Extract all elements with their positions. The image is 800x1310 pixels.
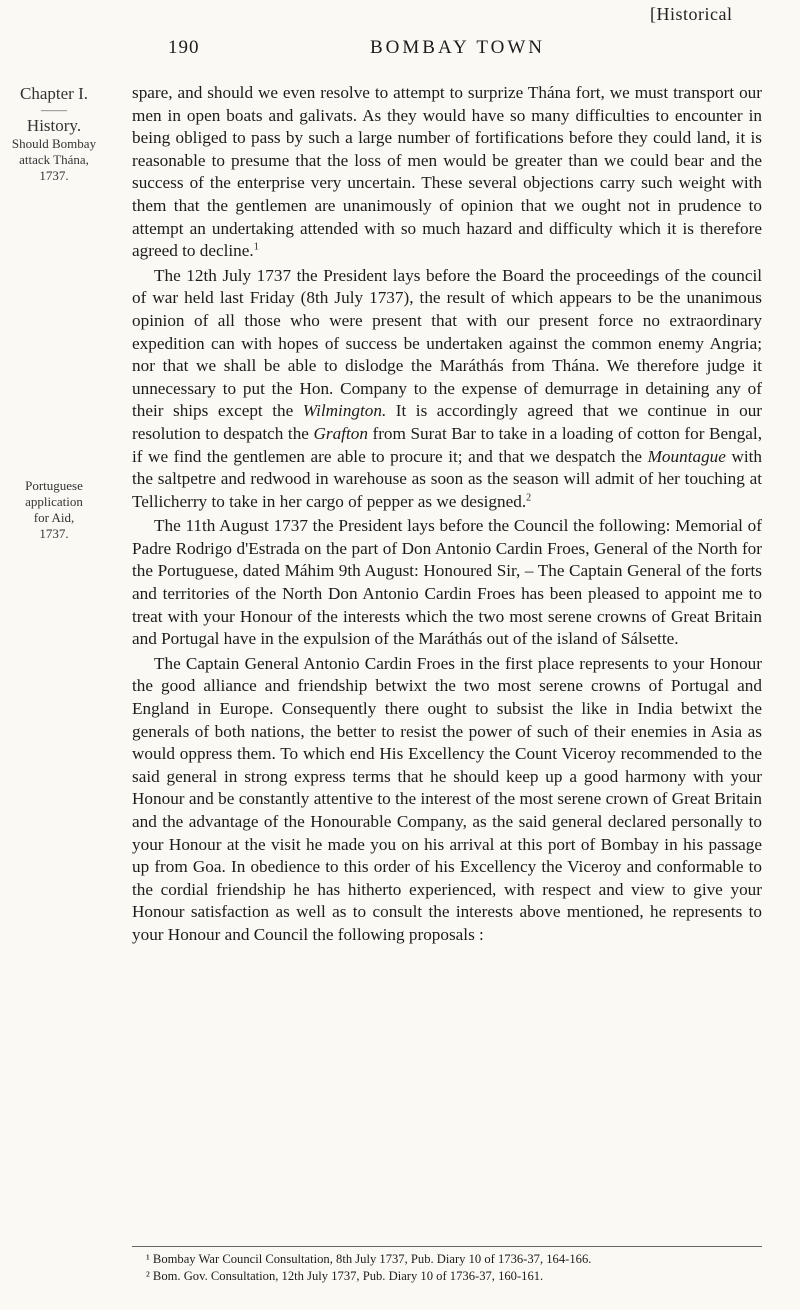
footnote-ref: 2 [526, 491, 532, 503]
ship-name: Grafton [313, 423, 368, 443]
paragraph-3: The 11th August 1737 the President lays before the Council the following: Memorial of Padre Rodrigo d'Estrada on the part of Don Antonio Cardin Froes, General of the North for the Portuguese, dated Máhim 9th August: Honoured Sir, – The Captain General of the forts and territories of the North Don Antonio Cardin Froes has been pleased to appoint me to treat with your Honour of the interests which the two most serene crowns of Great Britain and Portugal have in the expulsion of the Maráthás out of the island of Sálsette. [132, 516, 762, 649]
ship-name: Mountague [647, 446, 726, 466]
sidenote-portuguese [4, 478, 104, 542]
paragraph-1: spare, and should we even resolve to attempt to surprize Thána fort, we must transport our men in open boats and galivats. As they would have so many difficulties to encounter in being obliged to pass by such a large number of fortifications before they could land, it is reasonable to presume that the loss of men would be greater than we could bear and the success of the enterprise very uncertain. These several objections carry such weight with them that the gentlemen are unanimously of opinion that we ought not in prudence to attempt an undertaking attended with so much hazard and difficulty which it is therefore agreed to decline.$^1$ [132, 83, 762, 261]
page-number: 190 [168, 37, 200, 58]
sidenote-line: application [25, 494, 83, 509]
footnote: ² Bom. Gov. Consultation, 12th July 1737, Pub. Diary 10 of 1736-37, 160-161. [146, 1269, 544, 1283]
sidenote-chapter [4, 84, 104, 184]
paragraph-2: The 12th July 1737 the President lays before the Board the proceedings of the council of war held last Friday (8th July 1737), the result of which appears to be the unanimous opinion of all those who were present that with our present force no extraordinary expedition can with hopes of success be undertaken against the common enemy Angria; nor that we shall be able to dislodge the Maráthás from Thána. We therefore judge it unnecessary to put the Hon. Company to the expense of demurrage in detaining any of their ships except the Wilmington. It is accordingly agreed that we continue in our resolution to despatch the Grafton from Surat Bar to take in a loading of cotton for Bengal, if we find the gentlemen are able to procure it; and that we despatch the Mountague with the saltpetre and redwood in warehouse as soon as the season will admit of her touching at Tellicherry to take in her cargo of pepper as we designed.$^2$ [132, 265, 763, 511]
footnote-ref: 1 [253, 241, 259, 253]
sidenote-line: Portuguese [25, 478, 83, 493]
running-title: BOMBAY TOWN [370, 37, 545, 58]
paragraph-4: The Captain General Antonio Cardin Froes in the first place represents to your Honour the good alliance and friendship betwixt the two most serene crowns of Portugal and England in Europe. Consequently there ought to subsist the like in India betwixt the generals of both nations, the better to resist the power of such of their enemies in Asia as would oppress them. To which end His Excellency the Count Viceroy recommended to the said general in strong express terms that he should keep up a good harmony with your Honour and be constantly attentive to the interest of the most serene crown of Great Britain and the advantage of the Honourable Company, as the said general declared personally to your Honour at the visit he made you on his arrival at this port of Bombay in his passage up from Goa. In obedience to this order of his Excellency the Viceroy and conformable to the cordial friendship he has hitherto experienced, with respect and view to give your Honour satisfaction as well as to consult the interests above mentioned, he represents to your Honour and Council the following proposals : [132, 653, 762, 944]
history-label: History. [26, 116, 82, 135]
ship-name: Wilmington. [302, 401, 387, 421]
chapter-label: Chapter I. [20, 84, 88, 103]
chapter-dash: —— [41, 102, 67, 117]
section-heading: [Historical [650, 4, 733, 24]
sidenote-line: for Aid, [33, 510, 75, 525]
footnotes [132, 1246, 762, 1285]
sidenote-line: attack Thána, [19, 152, 89, 167]
body-text [132, 82, 762, 947]
sidenote-line: Should Bombay [11, 136, 97, 151]
sidenote-line: 1737. [39, 526, 69, 541]
sidenote-line: 1737. [39, 168, 69, 183]
footnote: ¹ Bombay War Council Consultation, 8th July 1737, Pub. Diary 10 of 1736-37, 164-166. [146, 1252, 592, 1266]
